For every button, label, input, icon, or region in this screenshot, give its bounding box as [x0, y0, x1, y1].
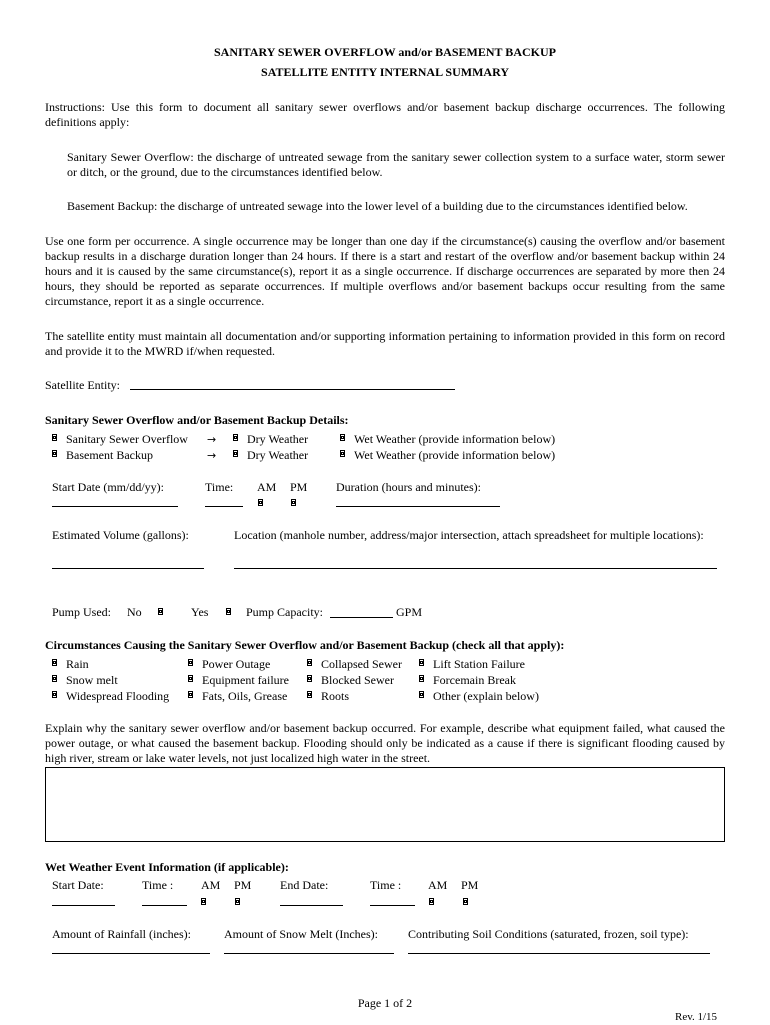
pump-capacity-field[interactable] — [330, 617, 393, 618]
flooding-checkbox[interactable] — [52, 691, 57, 698]
soil-conditions-field[interactable] — [408, 953, 710, 954]
volume-label: Estimated Volume (gallons): — [52, 528, 189, 542]
ww-end-date-field[interactable] — [280, 905, 343, 906]
flooding-label: Widespread Flooding — [66, 689, 170, 703]
ww-time2-field[interactable] — [370, 905, 415, 906]
power-outage-label: Power Outage — [202, 657, 271, 671]
other-label: Other (explain below) — [433, 689, 539, 703]
rain-label: Rain — [66, 657, 89, 671]
pm-label: PM — [290, 480, 308, 494]
ww-time2-label: Time : — [370, 878, 402, 892]
ww-start-date-label: Start Date: — [52, 878, 104, 892]
satellite-entity-label: Satellite Entity: — [45, 378, 120, 392]
gpm-label: GPM — [396, 605, 423, 619]
blocked-sewer-label: Blocked Sewer — [321, 673, 394, 687]
duration-field[interactable] — [336, 506, 500, 507]
ww-am2-label: AM — [428, 878, 448, 892]
ww-end-date-label: End Date: — [280, 878, 329, 892]
pm-checkbox[interactable] — [291, 499, 296, 506]
snow-melt-label: Snow melt — [66, 673, 118, 687]
start-date-label: Start Date (mm/dd/yy): — [52, 480, 164, 494]
ww-pm2-checkbox[interactable] — [463, 898, 468, 905]
bb-wet-checkbox[interactable] — [340, 450, 345, 457]
forcemain-checkbox[interactable] — [419, 675, 424, 682]
lift-station-label: Lift Station Failure — [433, 657, 525, 671]
bb-dry-checkbox[interactable] — [233, 450, 238, 457]
form-title: SANITARY SEWER OVERFLOW and/or BASEMENT BACKUP — [214, 45, 556, 59]
ww-time-field[interactable] — [142, 905, 187, 906]
bb-wet-label: Wet Weather (provide information below) — [354, 448, 556, 462]
equipment-failure-label: Equipment failure — [202, 673, 289, 687]
time-label: Time: — [205, 480, 234, 494]
basement-backup-definition: Basement Backup: the discharge of untreated sewage into the lower level of a building due to the circumstances identified below. — [67, 199, 688, 213]
ww-am-label: AM — [201, 878, 221, 892]
start-date-field[interactable] — [52, 506, 178, 507]
am-checkbox[interactable] — [258, 499, 263, 506]
collapsed-sewer-checkbox[interactable] — [307, 659, 312, 666]
sso-checkbox[interactable] — [52, 434, 57, 441]
bb-dry-label: Dry Weather — [247, 448, 309, 462]
rain-checkbox[interactable] — [52, 659, 57, 666]
pump-no-checkbox[interactable] — [158, 608, 163, 615]
rainfall-label: Amount of Rainfall (inches): — [52, 927, 191, 941]
snow-melt-amount-label: Amount of Snow Melt (Inches): — [224, 927, 378, 941]
rainfall-field[interactable] — [52, 953, 210, 954]
lift-station-checkbox[interactable] — [419, 659, 424, 666]
ww-pm-checkbox[interactable] — [235, 898, 240, 905]
soil-conditions-label: Contributing Soil Conditions (saturated, frozen, soil type): — [408, 927, 689, 941]
explain-instructions: Explain why the sanitary sewer overflow and/or basement backup occurred. For example, describe what equipment failed, what caused the power outage, or what caused the basement backup. Flooding should only be indicated as a cause if there is significant flooding caused by high river, stream or lake water levels, not just localized high water in the street. — [45, 721, 725, 765]
collapsed-sewer-label: Collapsed Sewer — [321, 657, 402, 671]
circumstances-heading: Circumstances Causing the Sanitary Sewer Overflow and/or Basement Backup (check all that apply): — [45, 638, 565, 652]
sso-wet-checkbox[interactable] — [340, 434, 345, 441]
pump-yes-label: Yes — [191, 605, 209, 619]
arrow-icon: → — [207, 449, 217, 462]
bb-label: Basement Backup — [66, 448, 153, 462]
bb-checkbox[interactable] — [52, 450, 57, 457]
ww-time-label: Time : — [142, 878, 174, 892]
roots-checkbox[interactable] — [307, 691, 312, 698]
ww-pm2-label: PM — [461, 878, 479, 892]
details-heading: Sanitary Sewer Overflow and/or Basement Backup Details: — [45, 413, 349, 427]
instructions-text: Instructions: Use this form to document all sanitary sewer overflows and/or basement backup discharge occurrences. The following definitions apply: — [45, 100, 725, 129]
location-label: Location (manhole number, address/major intersection, attach spreadsheet for multiple locations): — [234, 528, 704, 542]
pump-no-label: No — [127, 605, 142, 619]
pump-yes-checkbox[interactable] — [226, 608, 231, 615]
sso-dry-label: Dry Weather — [247, 432, 309, 446]
form-subtitle: SATELLITE ENTITY INTERNAL SUMMARY — [261, 65, 509, 79]
duration-label: Duration (hours and minutes): — [336, 480, 481, 494]
forcemain-label: Forcemain Break — [433, 673, 516, 687]
ww-am2-checkbox[interactable] — [429, 898, 434, 905]
fog-checkbox[interactable] — [188, 691, 193, 698]
ww-pm-label: PM — [234, 878, 252, 892]
power-outage-checkbox[interactable] — [188, 659, 193, 666]
pump-capacity-label: Pump Capacity: — [246, 605, 323, 619]
other-checkbox[interactable] — [419, 691, 424, 698]
sso-dry-checkbox[interactable] — [233, 434, 238, 441]
blocked-sewer-checkbox[interactable] — [307, 675, 312, 682]
time-field[interactable] — [205, 506, 243, 507]
pump-used-label: Pump Used: — [52, 605, 112, 619]
wet-weather-heading: Wet Weather Event Information (if applicable): — [45, 860, 289, 874]
explanation-textbox[interactable] — [45, 767, 725, 842]
ww-start-date-field[interactable] — [52, 905, 115, 906]
sso-label: Sanitary Sewer Overflow — [66, 432, 188, 446]
arrow-icon: → — [207, 433, 217, 446]
revision-label: Rev. 1/15 — [675, 1011, 718, 1023]
snow-melt-checkbox[interactable] — [52, 675, 57, 682]
volume-field[interactable] — [52, 568, 204, 569]
satellite-entity-field[interactable] — [130, 389, 455, 390]
fog-label: Fats, Oils, Grease — [202, 689, 288, 703]
documentation-note: The satellite entity must maintain all documentation and/or supporting information pertaining to information provided in this form on record and provide it to the MWRD if/when requested. — [45, 329, 725, 358]
am-label: AM — [257, 480, 277, 494]
ww-am-checkbox[interactable] — [201, 898, 206, 905]
sso-definition: Sanitary Sewer Overflow: the discharge of untreated sewage from the sanitary sewer collection system to a surface water, storm sewer or ditch, or the ground, due to the circumstances identified below. — [67, 150, 725, 179]
page-number: Page 1 of 2 — [357, 996, 413, 1010]
occurrence-rules: Use one form per occurrence. A single occurrence may be longer than one day if the circumstance(s) causing the overflow and/or basement backup results in a discharge duration longer than 24 hours. If there is a start and restart of the overflow and/or basement backup within 24 hours and it is caused by the same circumstance(s), report it as a single occurrence. If discharge occurrences are separated by more then 24 hours, they should be reported as separate occurrences. If multiple overflows and/or basement backups occur resulting from the same circumstance, report it as a single occurrence. — [45, 234, 725, 308]
location-field[interactable] — [234, 568, 717, 569]
snow-melt-amount-field[interactable] — [224, 953, 394, 954]
sso-wet-label: Wet Weather (provide information below) — [354, 432, 556, 446]
roots-label: Roots — [321, 689, 350, 703]
equipment-failure-checkbox[interactable] — [188, 675, 193, 682]
